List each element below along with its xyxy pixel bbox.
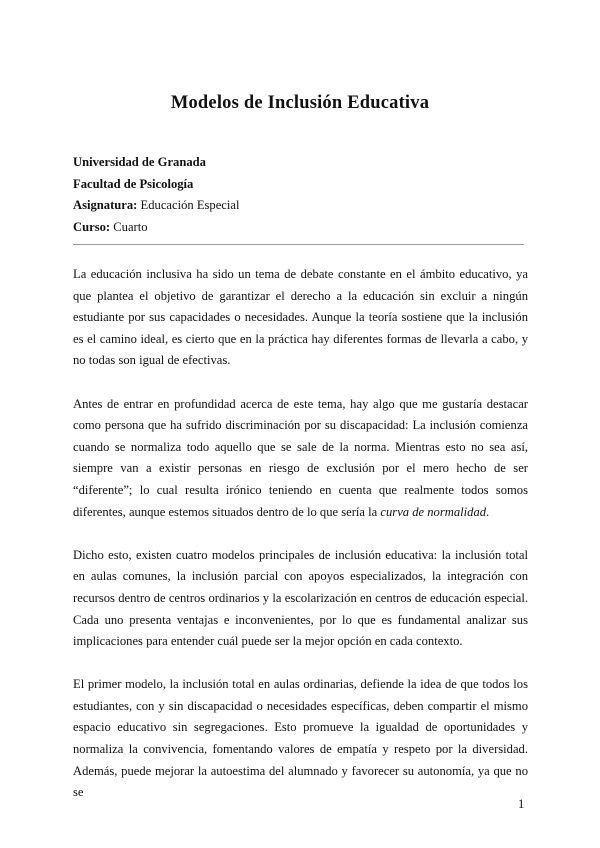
subject-label: Asignatura: — [73, 198, 138, 212]
header-divider — [73, 244, 524, 245]
paragraph-intro: La educación inclusiva ha sido un tema de debate constante en el ámbito educativo, ya que plantea el objetivo de garantizar el derecho a la educación sin excluir a ningún estudiante por sus capacidades o necesidades. Aunque la teoría sostiene que la inclusión es el camino ideal, es cierto que en la práctica hay diferentes formas de llevarla a cabo, y no todas son igual de efectivas. — [73, 267, 528, 368]
course-label: Curso: — [73, 219, 111, 234]
paragraph-personal-note-text: Antes de entrar en profundidad acerca de este tema, hay algo que me gustaría destacar como persona que ha sufrido discriminación por su discapacidad: La inclusión comienza cuando se normaliza todo aquello que se sale de la norma. Mientras esto no sea así, siempre van a existir personas en riesgo de exclusión por el mero hecho de ser “diferente”; lo cual resulta irónico teniendo en cuenta que realmente todos somos diferentes, aunque estemos situados dentro de lo que sería la — [73, 396, 528, 519]
subject-line — [73, 195, 240, 217]
faculty-name: Facultad de Psicología — [73, 176, 194, 191]
subject-value: Educación Especial — [140, 198, 240, 212]
document-title: Modelos de Inclusión Educativa — [170, 93, 430, 113]
course-line — [73, 217, 240, 239]
paragraph-models-overview: Dicho esto, existen cuatro modelos principales de inclusión educativa: la inclusión total en aulas comunes, la inclusión parcial con apoyos especializados, la integración con recursos dentro de centros ordinarios y la escolarización en centros de educación especial. Cada uno presenta ventajas e inconvenientes, por lo que es fundamental analizar sus implicaciones para entender cuál puede ser la mejor opción en cada contexto. — [73, 547, 528, 649]
italic-term: curva de normalidad — [380, 504, 487, 519]
paragraph-personal-note-end: . — [486, 504, 490, 519]
page-number: 1 — [518, 797, 525, 811]
paragraph-personal-note — [73, 394, 528, 524]
university-name: Universidad de Granada — [73, 155, 206, 169]
document-body — [73, 264, 528, 825]
document-metadata — [73, 152, 240, 238]
course-value: Cuarto — [113, 219, 148, 234]
paragraph-first-model: El primer modelo, la inclusión total en aulas ordinarias, defiende la idea de que todos los estudiantes, con y sin discapacidad o necesidades específicas, deben compartir el mismo espacio educativo sin segregaciones. Esto promueve la igualdad de oportunidades y normaliza la convivencia, fomentando valores de empatía y respeto por la diversidad. Además, puede mejorar la autoestima del alumnado y favorecer su autonomía, ya que no se — [73, 677, 528, 800]
